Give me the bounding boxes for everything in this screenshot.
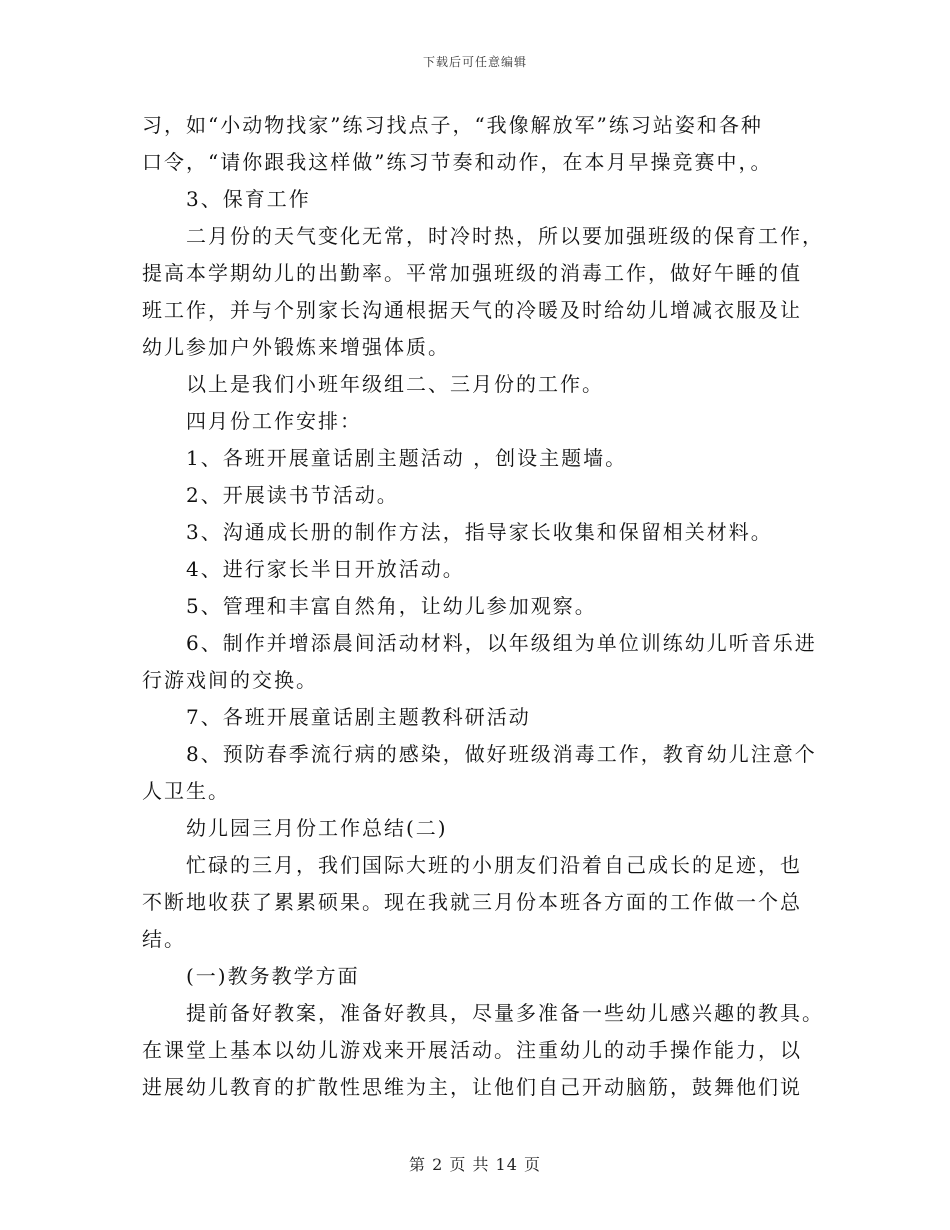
body-line: 提高本学期幼儿的出勤率。平常加强班级的消毒工作，做好午睡的值 (142, 261, 802, 285)
section-heading: 四月份工作安排： (186, 409, 362, 433)
body-line: 忙碌的三月，我们国际大班的小朋友们沿着自己成长的足迹，也 (186, 853, 802, 877)
page-number: 第 2 页 共 14 页 (409, 1155, 541, 1174)
section-title: 幼儿园三月份工作总结(二) (186, 816, 448, 840)
list-item: 2、开展读书节活动。 (186, 483, 399, 507)
list-item: 7、各班开展童话剧主题教科研活动 (186, 705, 531, 729)
body-line: 在课堂上基本以幼儿游戏来开展活动。注重幼儿的动手操作能力，以 (142, 1038, 802, 1062)
list-item: 4、进行家长半日开放活动。 (186, 557, 465, 581)
page-header-note: 下载后可任意编辑 (422, 55, 527, 69)
section-heading: 3、保育工作 (186, 187, 311, 211)
body-line: 提前备好教案，准备好教具，尽量多准备一些幼儿感兴趣的教具。 (186, 1001, 824, 1025)
body-line: 习，如“小动物找家”练习找点子，“我像解放军”练习站姿和各种 (142, 113, 763, 137)
body-line: 口令，“请你跟我这样做”练习节奏和动作，在本月早操竞赛中，。 (142, 150, 773, 174)
body-line: 不断地收获了累累硕果。现在我就三月份本班各方面的工作做一个总 (142, 890, 802, 914)
list-item: 8、预防春季流行病的感染，做好班级消毒工作，教育幼儿注意个 (186, 742, 817, 766)
body-line: 进展幼儿教育的扩散性思维为主，让他们自己开动脑筋，鼓舞他们说 (142, 1075, 802, 1099)
list-item-continuation: 行游戏间的交换。 (142, 668, 318, 692)
document-body (142, 107, 824, 1106)
list-item: 3、沟通成长册的制作方法，指导家长收集和保留相关材料。 (186, 520, 773, 544)
body-line: 以上是我们小班年级组二、三月份的工作。 (186, 372, 604, 396)
list-item: 1、各班开展童话剧主题活动 ，创设主题墙。 (186, 446, 628, 470)
body-line: 幼儿参加户外锻炼来增强体质。 (142, 335, 450, 359)
list-item-continuation: 人卫生。 (142, 779, 230, 803)
body-line: 结。 (142, 927, 186, 951)
section-heading: (一)教务教学方面 (186, 964, 360, 988)
body-line: 二月份的天气变化无常，时冷时热，所以要加强班级的保育工作， (186, 224, 824, 248)
body-line: 班工作，并与个别家长沟通根据天气的冷暖及时给幼儿增减衣服及让 (142, 298, 802, 322)
list-item: 5、管理和丰富自然角，让幼儿参加观察。 (186, 594, 597, 618)
list-item: 6、制作并增添晨间活动材料，以年级组为单位训练幼儿听音乐进 (186, 631, 817, 655)
